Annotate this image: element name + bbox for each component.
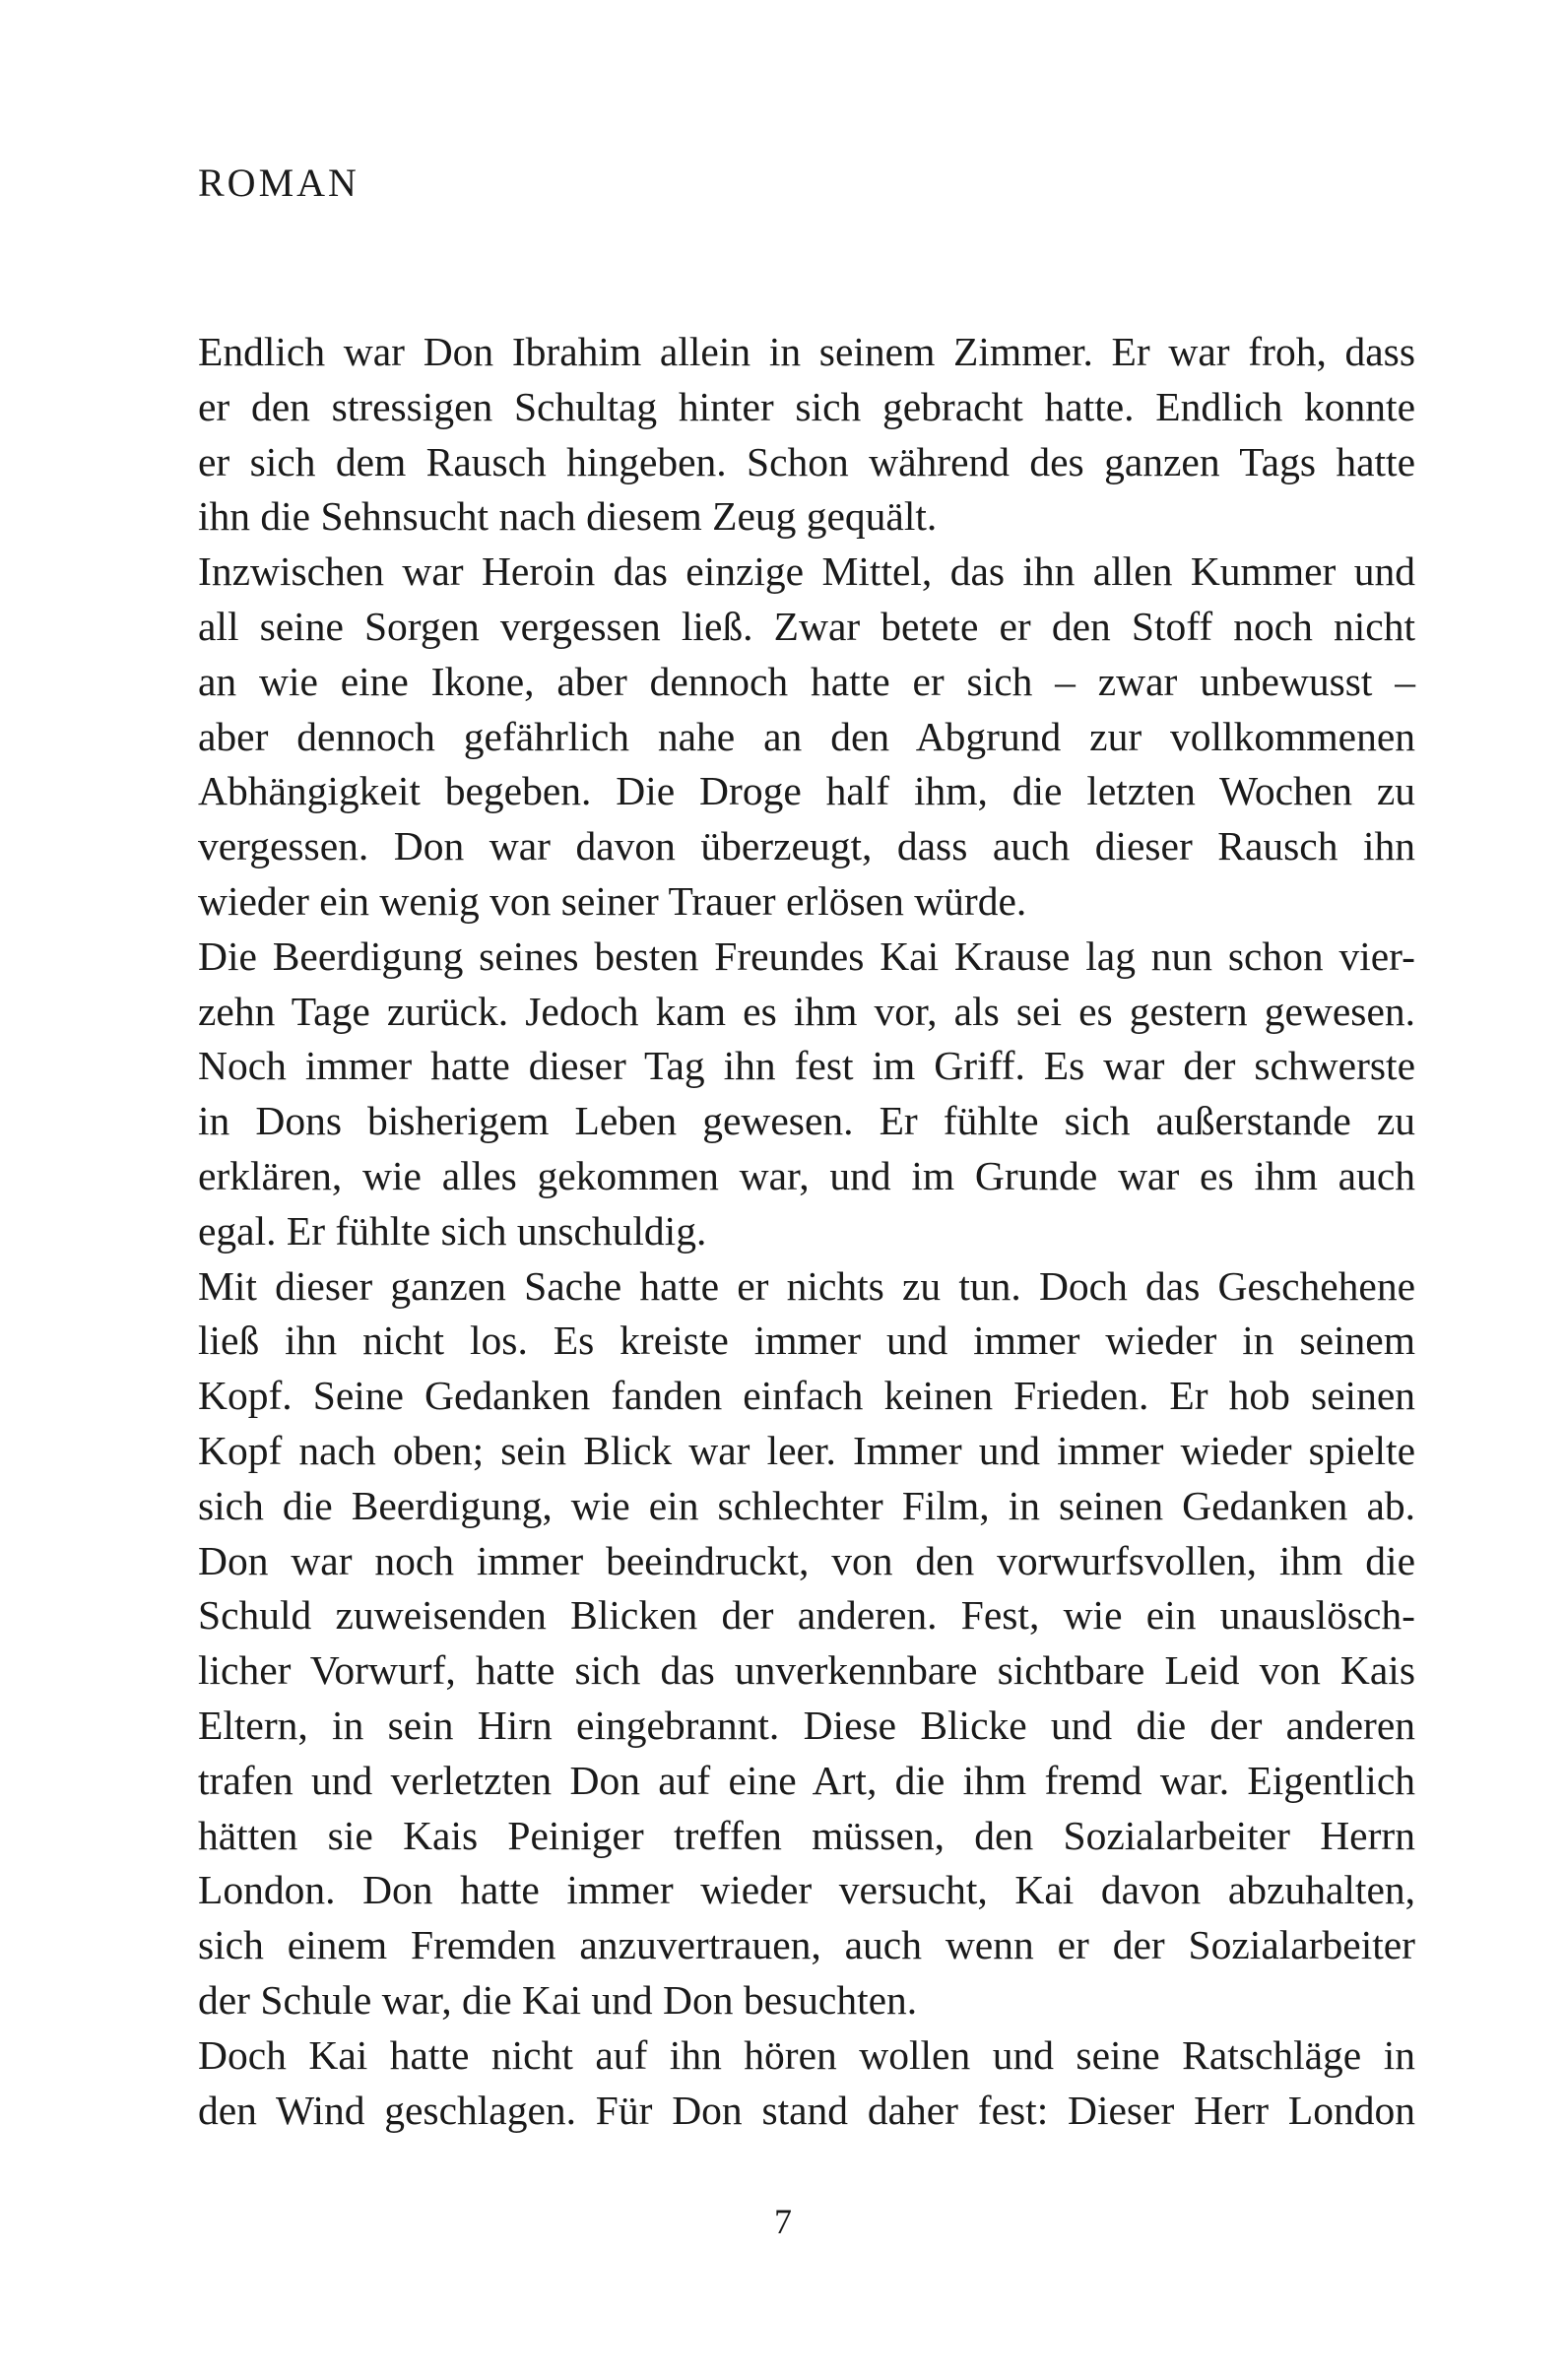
text-line: Mit dieser ganzen Sache hatte er nichts zu tun. Doch das Geschehene (198, 1262, 1415, 1309)
running-header: ROMAN (198, 161, 359, 205)
text-line: vergessen. Don war davon überzeugt, dass auch dieser Rausch ihn (198, 823, 1415, 869)
text-line: in Dons bisherigem Leben gewesen. Er fühlte sich außerstande zu (198, 1098, 1415, 1144)
text-line: Doch Kai hatte nicht auf ihn hören wollen und seine Ratschläge in (198, 2031, 1415, 2078)
page-number: 7 (774, 2202, 792, 2241)
text-line: Schuld zuweisenden Blicken der anderen. Fest, wie ein unauslösch- (198, 1592, 1415, 1639)
text-line: London. Don hatte immer wieder versucht, Kai davon abzuhalten, (198, 1867, 1415, 1913)
text-line: Abhängigkeit begeben. Die Droge half ihm, die letzten Wochen zu (198, 768, 1415, 814)
text-line: aber dennoch gefährlich nahe an den Abgrund zur vollkommenen (198, 713, 1415, 759)
text-line: Endlich war Don Ibrahim allein in seinem Zimmer. Er war froh, dass (198, 329, 1415, 374)
text-line: er den stressigen Schultag hinter sich gebracht hatte. Endlich konnte (198, 383, 1415, 429)
text-line: ihn die Sehnsucht nach diesem Zeug gequält. (198, 493, 938, 540)
text-line: Inzwischen war Heroin das einzige Mittel, das ihn allen Kummer und (198, 548, 1415, 595)
text-line: Kopf nach oben; sein Blick war leer. Immer und immer wieder spielte (198, 1427, 1415, 1473)
text-line: den Wind geschlagen. Für Don stand daher fest: Dieser Herr London (198, 2087, 1415, 2133)
text-line: zehn Tage zurück. Jedoch kam es ihm vor, als sei es gestern gewesen. (198, 988, 1415, 1034)
text-line: sich einem Fremden anzuvertrauen, auch wenn er der Sozialarbeiter (198, 1922, 1415, 1968)
text-line: Die Beerdigung seines besten Freundes Kai Krause lag nun schon vier- (198, 933, 1415, 979)
text-line: wieder ein wenig von seiner Trauer erlösen würde. (198, 877, 1027, 924)
text-line: Eltern, in sein Hirn eingebrannt. Diese Blicke und die der anderen (198, 1702, 1415, 1748)
text-line: an wie eine Ikone, aber dennoch hatte er sich – zwar unbewusst – (198, 658, 1415, 704)
text-line: egal. Er fühlte sich unschuldig. (198, 1207, 707, 1254)
text-line: er sich dem Rausch hingeben. Schon während des ganzen Tags hatte (198, 438, 1415, 484)
text-line: all seine Sorgen vergessen ließ. Zwar betete er den Stoff noch nicht (198, 603, 1415, 649)
text-line: ließ ihn nicht los. Es kreiste immer und immer wieder in seinem (198, 1318, 1415, 1364)
text-line: licher Vorwurf, hatte sich das unverkennbare sichtbare Leid von Kais (198, 1647, 1415, 1694)
text-line: Noch immer hatte dieser Tag ihn fest im Griff. Es war der schwerste (198, 1043, 1415, 1089)
text-line: der Schule war, die Kai und Don besuchten. (198, 1976, 918, 2023)
text-line: erklären, wie alles gekommen war, und im Grunde war es ihm auch (198, 1152, 1415, 1198)
text-line: Kopf. Seine Gedanken fanden einfach keinen Frieden. Er hob seinen (198, 1373, 1415, 1419)
text-line: trafen und verletzten Don auf eine Art, die ihm fremd war. Eigentlich (198, 1757, 1415, 1803)
text-line: Don war noch immer beeindruckt, von den vorwurfsvollen, ihm die (198, 1537, 1415, 1583)
body-text (198, 325, 1415, 2138)
text-line: sich die Beerdigung, wie ein schlechter Film, in seinen Gedanken ab. (198, 1482, 1415, 1528)
text-line: hätten sie Kais Peiniger treffen müssen, den Sozialarbeiter Herrn (198, 1812, 1415, 1858)
